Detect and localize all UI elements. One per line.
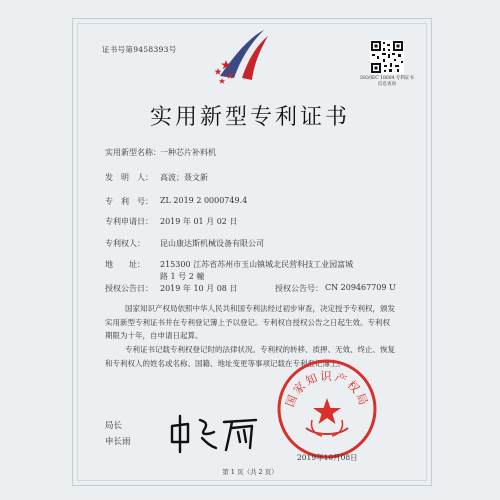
field-value-name: 一种芯片补料机 bbox=[160, 148, 216, 157]
official-seal-icon bbox=[276, 358, 378, 460]
field-value-address: 215300 江苏省苏州市玉山镇城北民营科技工业园富城路 1 号 2 幢 bbox=[160, 260, 354, 281]
field-value-grant-date: 2019 年 10 月 08 日 bbox=[160, 284, 238, 293]
svg-text:国家知识产权局: 国家知识产权局 bbox=[282, 369, 372, 409]
certificate-title: 实用新型专利证书 bbox=[149, 105, 350, 130]
seal-date: 2019年10月08日 bbox=[297, 453, 358, 462]
field-label-address: 地 址： bbox=[105, 260, 145, 269]
handwritten-signature-icon bbox=[166, 412, 262, 454]
qr-code-icon bbox=[370, 40, 404, 74]
field-value-patentee: 昆山康达斯机械设备有限公司 bbox=[160, 239, 264, 248]
field-label-grant-date: 授权公告日： bbox=[105, 284, 153, 293]
body-paragraph-legal-status: 专利证书记载专利权登记时的法律状况。专利权的转移、质押、无效、终止、恢复和专利权人的姓名或名称、国籍、地址变更等事项记载在专利登记簿上。 bbox=[105, 345, 395, 368]
field-label-patent-no: 专 利 号： bbox=[105, 197, 153, 206]
certificate-number: 证书号第9458393号 bbox=[102, 45, 177, 54]
field-label-filing-date: 专利申请日： bbox=[105, 217, 153, 226]
qr-caption: ISO/IEC 18004 专利证书信息查询 bbox=[360, 76, 414, 87]
field-label-patentee: 专利权人： bbox=[105, 239, 145, 248]
field-value-publication-no: CN 209467709 U bbox=[325, 283, 396, 292]
patent-office-emblem-icon bbox=[208, 26, 280, 88]
signatory-role: 局长 bbox=[105, 421, 123, 431]
field-label-inventor: 发 明 人： bbox=[105, 173, 153, 182]
field-label-name: 实用新型名称： bbox=[105, 148, 161, 157]
field-value-inventor: 高波；聂文新 bbox=[160, 173, 208, 182]
signatory-name: 申长雨 bbox=[105, 437, 131, 447]
field-value-patent-no: ZL 2019 2 0000749.4 bbox=[160, 196, 248, 205]
body-paragraph-grant: 国家知识产权局依照中华人民共和国专利法经过初步审查，决定授予专利权，颁发实用新型专利证书并在专利登记簿上予以登记。专利权自授权公告之日起生效。专利权期限为十年，自申请日起算。 bbox=[105, 304, 395, 340]
page-number: 第 1 页（共 2 页） bbox=[222, 468, 278, 476]
field-value-filing-date: 2019 年 01 月 02 日 bbox=[160, 217, 238, 226]
field-label-publication-no: 授权公告号： bbox=[275, 284, 323, 293]
